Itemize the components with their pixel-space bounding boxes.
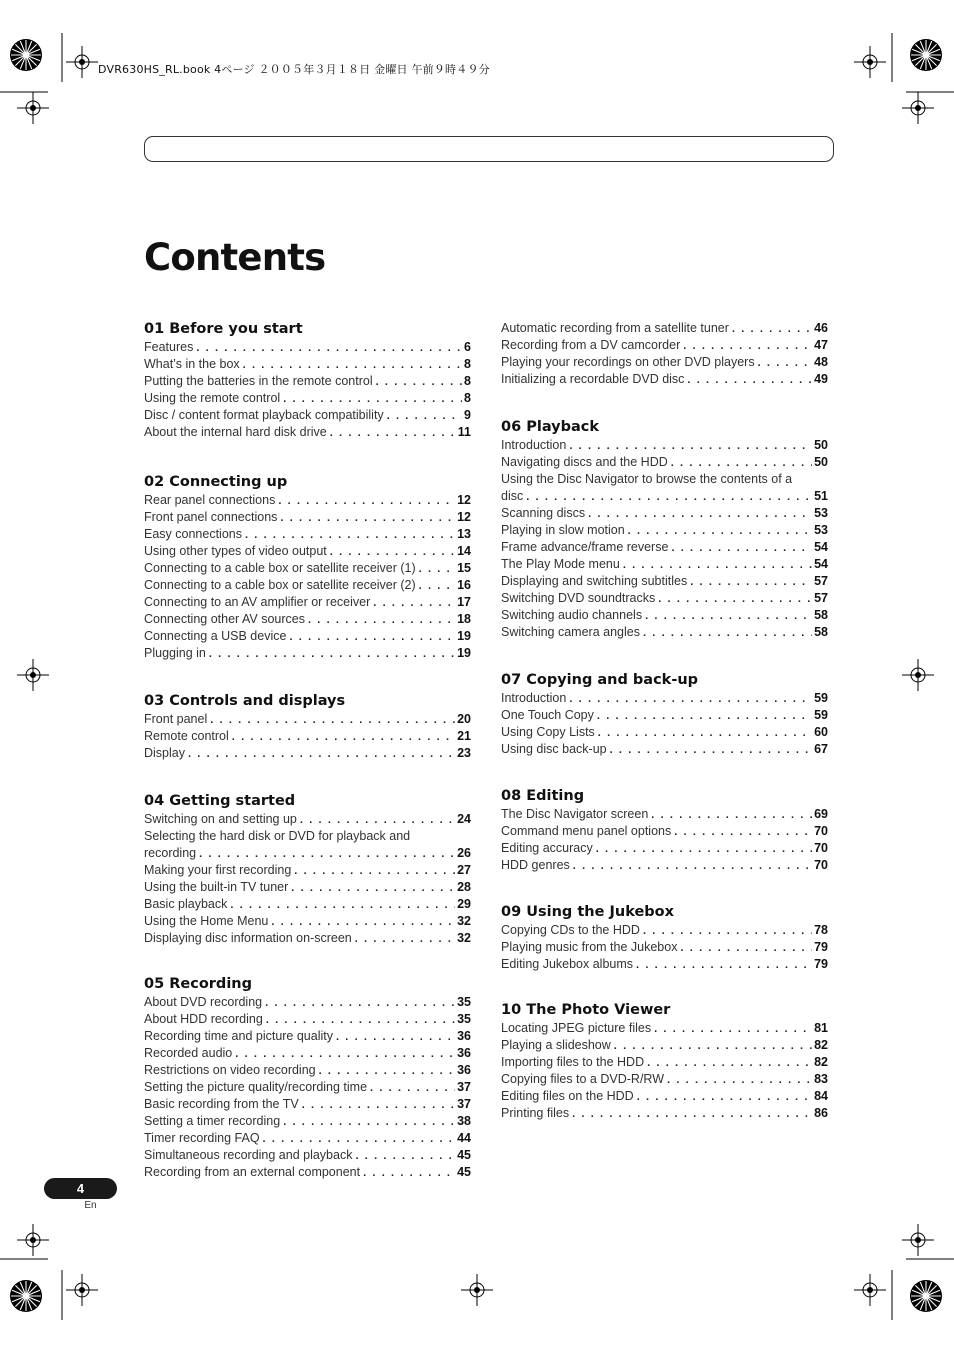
toc-section-09 <box>501 903 828 973</box>
toc-entry[interactable]: Recorded audio . . . 36 <box>144 1045 471 1062</box>
registration-target <box>17 92 49 124</box>
toc-section-04 <box>144 792 471 947</box>
toc-entry[interactable]: Features . . . 6 <box>144 339 471 356</box>
toc-entry[interactable]: Basic playback . . . 29 <box>144 896 471 913</box>
toc-entry[interactable]: Recording from an external component . . . 45 <box>144 1164 471 1181</box>
toc-entry[interactable]: Using Copy Lists . . . 60 <box>501 724 828 741</box>
toc-section-10 <box>501 1001 828 1122</box>
toc-entry[interactable]: Display . . . 23 <box>144 745 471 762</box>
toc-entry[interactable]: Locating JPEG picture files . . . 81 <box>501 1020 828 1037</box>
toc-entry[interactable]: Introduction . . . 50 <box>501 437 828 454</box>
toc-entry[interactable]: Playing your recordings on other DVD players . . . 48 <box>501 354 828 371</box>
registration-target <box>854 1274 886 1306</box>
toc-entry[interactable]: Restrictions on video recording . . . 36 <box>144 1062 471 1079</box>
toc-section-06 <box>501 418 828 641</box>
toc-entry[interactable]: Using the remote control . . . 8 <box>144 390 471 407</box>
toc-entry[interactable]: Playing music from the Jukebox . . . 79 <box>501 939 828 956</box>
section-title: 10 The Photo Viewer <box>501 1002 671 1018</box>
toc-section-01 <box>144 320 471 441</box>
toc-entry[interactable]: Copying files to a DVD-R/RW . . . 83 <box>501 1071 828 1088</box>
starburst-mark <box>910 39 942 71</box>
toc-entry[interactable]: Easy connections . . . 13 <box>144 526 471 543</box>
toc-entry[interactable]: The Disc Navigator screen . . . 69 <box>501 806 828 823</box>
section-title: 07 Copying and back-up <box>501 672 699 688</box>
starburst-mark <box>10 39 42 71</box>
toc-entry[interactable]: Connecting other AV sources . . . 18 <box>144 611 471 628</box>
toc-entry[interactable]: Playing a slideshow . . . 82 <box>501 1037 828 1054</box>
registration-target <box>17 1224 49 1256</box>
toc-entry-line1[interactable]: Using the Disc Navigator to browse the contents of a <box>501 472 793 486</box>
toc-entry[interactable]: Editing Jukebox albums . . . 79 <box>501 956 828 973</box>
registration-target <box>66 46 98 78</box>
toc-entry[interactable]: Connecting to a cable box or satellite receiver (2) . . . 16 <box>144 577 471 594</box>
toc-entry[interactable]: The Play Mode menu . . . 54 <box>501 556 828 573</box>
toc-entry[interactable]: Timer recording FAQ . . . 44 <box>144 1130 471 1147</box>
toc-column-left <box>144 320 471 1181</box>
toc-section-02 <box>144 473 471 662</box>
toc-section-05 <box>144 975 471 1181</box>
toc-entry[interactable]: Connecting to an AV amplifier or receiver . . . 17 <box>144 594 471 611</box>
page-language: En <box>84 1200 97 1211</box>
page-title: Contents <box>144 236 326 279</box>
registration-target <box>17 659 49 691</box>
toc-entry[interactable]: Using the built-in TV tuner . . . 28 <box>144 879 471 896</box>
toc-entry[interactable]: Basic recording from the TV . . . 37 <box>144 1096 471 1113</box>
toc-entry[interactable]: Introduction . . . 59 <box>501 690 828 707</box>
toc-entry[interactable]: Using the Home Menu . . . 32 <box>144 913 471 930</box>
toc-entry[interactable]: disc . . . 51 <box>501 488 828 505</box>
toc-entry[interactable]: Switching audio channels . . . 58 <box>501 607 828 624</box>
toc-entry[interactable]: Making your first recording . . . 27 <box>144 862 471 879</box>
page-number-tab: 4 <box>44 1178 117 1199</box>
toc-section-03 <box>144 692 471 762</box>
toc-entry[interactable]: What’s in the box . . . 8 <box>144 356 471 373</box>
registration-target <box>854 46 886 78</box>
toc-entry[interactable]: Using disc back-up . . . 67 <box>501 741 828 758</box>
toc-entry[interactable]: Automatic recording from a satellite tuner . . . 46 <box>501 320 828 337</box>
toc-entry[interactable]: Putting the batteries in the remote control . . . 8 <box>144 373 471 390</box>
toc-entry[interactable]: About the internal hard disk drive . . . 11 <box>144 424 471 441</box>
section-title: 06 Playback <box>501 419 600 435</box>
toc-column-right <box>501 320 828 1122</box>
toc-entry[interactable]: Rear panel connections . . . 12 <box>144 492 471 509</box>
toc-entry[interactable]: Switching DVD soundtracks . . . 57 <box>501 590 828 607</box>
toc-entry[interactable]: About DVD recording . . . 35 <box>144 994 471 1011</box>
registration-target <box>902 92 934 124</box>
toc-section-07 <box>501 671 828 758</box>
file-header: DVR630HS_RL.book 4ページ ２００５年３月１８日 金曜日 午前９時４９分 <box>98 63 490 76</box>
toc-section-05-continued <box>501 320 828 388</box>
toc-entry[interactable]: Remote control . . . 21 <box>144 728 471 745</box>
toc-entry[interactable]: Displaying disc information on-screen . . . 32 <box>144 930 471 947</box>
toc-section-08 <box>501 787 828 874</box>
toc-entry[interactable]: recording . . . 26 <box>144 845 471 862</box>
chapter-title-bar <box>144 136 834 162</box>
section-title: 04 Getting started <box>144 793 296 809</box>
toc-entry[interactable]: Scanning discs . . . 53 <box>501 505 828 522</box>
toc-entry[interactable]: Command menu panel options . . . 70 <box>501 823 828 840</box>
toc-entry[interactable]: Setting the picture quality/recording time . . . 37 <box>144 1079 471 1096</box>
registration-target <box>66 1274 98 1306</box>
toc-entry[interactable]: Front panel connections . . . 12 <box>144 509 471 526</box>
toc-entry[interactable]: Connecting a USB device . . . 19 <box>144 628 471 645</box>
toc-entry[interactable]: Connecting to a cable box or satellite receiver (1) . . . 15 <box>144 560 471 577</box>
toc-entry[interactable]: HDD genres . . . 70 <box>501 857 828 874</box>
toc-entry[interactable]: Playing in slow motion . . . 53 <box>501 522 828 539</box>
section-title: 01 Before you start <box>144 321 303 337</box>
toc-entry[interactable]: Copying CDs to the HDD . . . 78 <box>501 922 828 939</box>
section-title: 08 Editing <box>501 788 585 804</box>
toc-entry[interactable]: Editing files on the HDD . . . 84 <box>501 1088 828 1105</box>
registration-target <box>902 1224 934 1256</box>
toc-entry[interactable]: Setting a timer recording . . . 38 <box>144 1113 471 1130</box>
toc-entry[interactable]: Printing files . . . 86 <box>501 1105 828 1122</box>
toc-entry[interactable]: Disc / content format playback compatibility . . . 9 <box>144 407 471 424</box>
section-title: 02 Connecting up <box>144 474 288 490</box>
toc-entry[interactable]: Recording from a DV camcorder . . . 47 <box>501 337 828 354</box>
toc-entry-line1[interactable]: Selecting the hard disk or DVD for playback and <box>144 829 411 843</box>
starburst-mark <box>10 1280 42 1312</box>
toc-entry[interactable]: Plugging in . . . 19 <box>144 645 471 662</box>
toc-entry[interactable]: Simultaneous recording and playback . . . 45 <box>144 1147 471 1164</box>
toc-entry[interactable]: Displaying and switching subtitles . . . 57 <box>501 573 828 590</box>
section-title: 03 Controls and displays <box>144 693 346 709</box>
registration-target <box>461 1274 493 1306</box>
toc-entry[interactable]: Navigating discs and the HDD . . . 50 <box>501 454 828 471</box>
toc-entry[interactable]: One Touch Copy . . . 59 <box>501 707 828 724</box>
section-title: 09 Using the Jukebox <box>501 904 674 920</box>
toc-entry[interactable]: Switching on and setting up . . . 24 <box>144 811 471 828</box>
toc-entry[interactable]: Switching camera angles . . . 58 <box>501 624 828 641</box>
starburst-mark <box>910 1280 942 1312</box>
toc-entry[interactable]: Initializing a recordable DVD disc . . . 49 <box>501 371 828 388</box>
toc-entry[interactable]: Importing files to the HDD . . . 82 <box>501 1054 828 1071</box>
toc-entry[interactable]: About HDD recording . . . 35 <box>144 1011 471 1028</box>
toc-entry[interactable]: Using other types of video output . . . 14 <box>144 543 471 560</box>
toc-entry[interactable]: Editing accuracy . . . 70 <box>501 840 828 857</box>
section-title: 05 Recording <box>144 976 252 992</box>
toc-entry[interactable]: Front panel . . . 20 <box>144 711 471 728</box>
toc-entry[interactable]: Frame advance/frame reverse . . . 54 <box>501 539 828 556</box>
registration-target <box>902 659 934 691</box>
toc-entry[interactable]: Recording time and picture quality . . . 36 <box>144 1028 471 1045</box>
